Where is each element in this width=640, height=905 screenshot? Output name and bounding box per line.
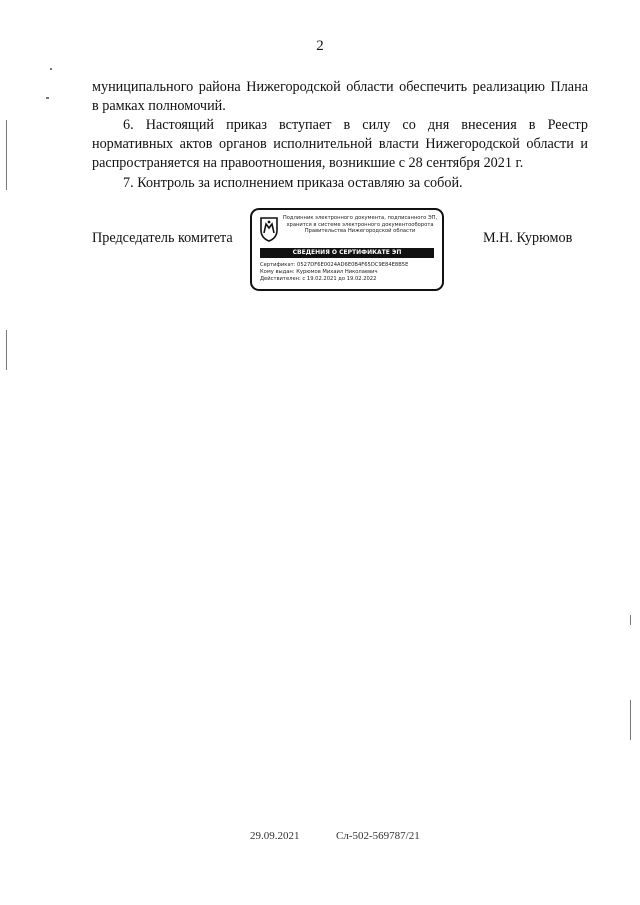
scan-mark (50, 68, 52, 70)
paragraph-line: 6. Настоящий приказ вступает в силу со дня внесения в Реестр (123, 117, 588, 133)
scan-mark (630, 700, 631, 740)
stamp-validity: Действителен: с 19.02.2021 до 19.02.2022 (260, 276, 377, 282)
scan-mark (46, 97, 49, 99)
stamp-header: Подлинник электронного документа, подписанного ЭП, хранится в системе электронного документооборота Правительства Нижегородской области (282, 215, 438, 234)
scan-mark (630, 615, 631, 625)
footer-document-id: Сл-502-569787/21 (336, 830, 420, 842)
paragraph-line: в рамках полномочий. (92, 98, 226, 114)
electronic-signature-stamp (250, 208, 444, 291)
page-number: 2 (316, 38, 324, 54)
stamp-issued-to: Кому выдан: Курюмов Михаил Николаевич (260, 269, 378, 275)
footer-date: 29.09.2021 (250, 830, 300, 842)
paragraph-line: муниципального района Нижегородской области обеспечить реализацию Плана (92, 79, 588, 95)
signer-name: М.Н. Курюмов (483, 230, 573, 246)
scan-mark (6, 330, 7, 370)
stamp-title: СВЕДЕНИЯ О СЕРТИФИКАТЕ ЭП (260, 248, 434, 258)
paragraph-line: нормативных актов органов исполнительной власти Нижегородской области и (92, 136, 588, 152)
signer-position: Председатель комитета (92, 230, 233, 246)
stamp-certificate: Сертификат: 0527DF6E0024AD6E0B4F65DC9E84E8B5E (260, 262, 409, 268)
paragraph-line: распространяется на правоотношения, возникшие с 28 сентября 2021 г. (92, 155, 524, 171)
paragraph-line: 7. Контроль за исполнением приказа оставляю за собой. (123, 175, 463, 191)
scan-mark (6, 120, 7, 190)
coat-of-arms-icon (259, 216, 279, 242)
